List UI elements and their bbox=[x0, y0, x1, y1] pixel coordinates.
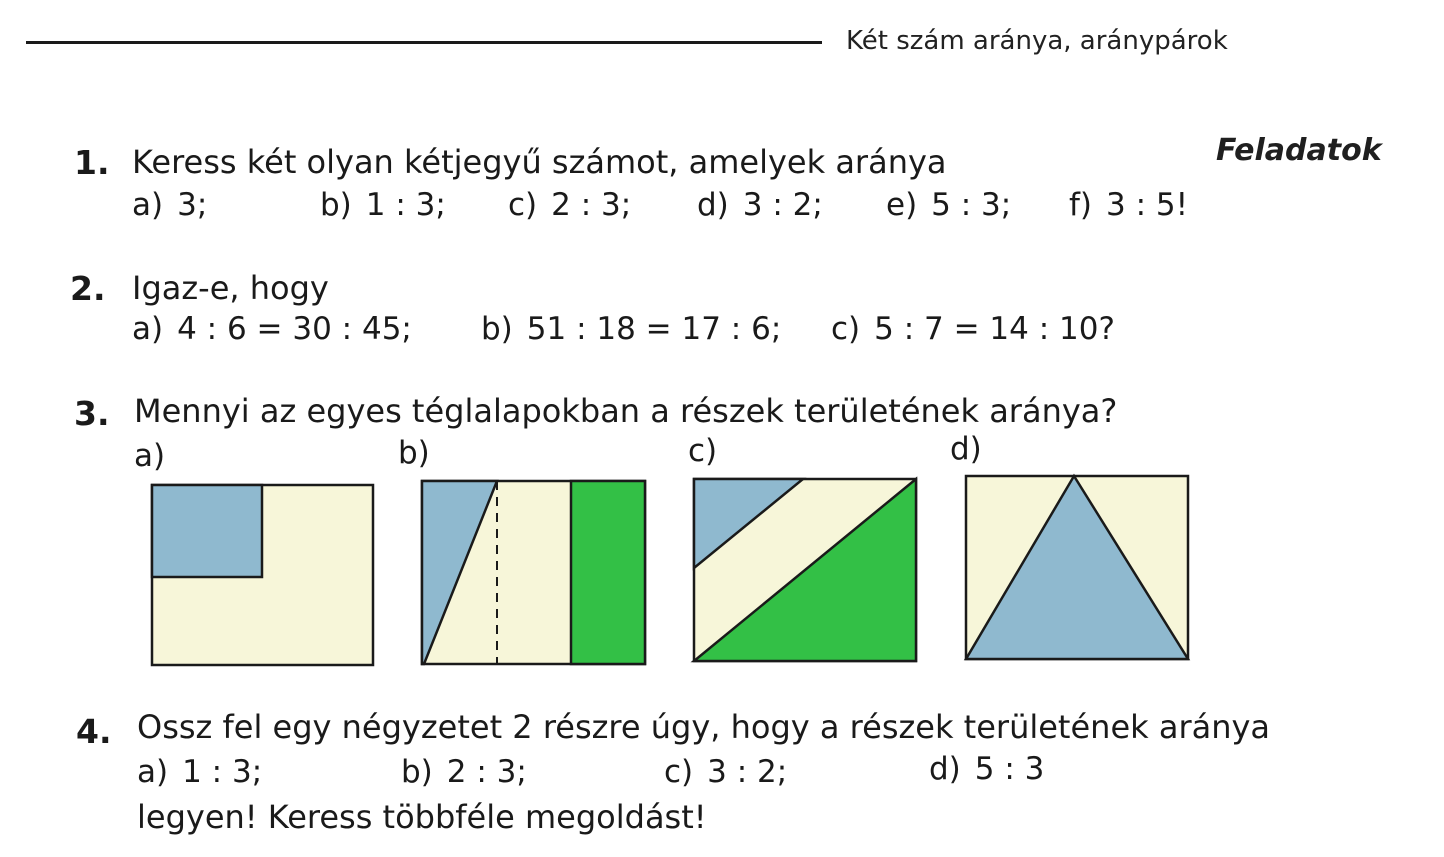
option-label: f) bbox=[1069, 187, 1093, 223]
option-value: 5 : 3; bbox=[931, 187, 1012, 223]
task-2-number: 2. bbox=[70, 269, 106, 308]
task-4-option-b bbox=[401, 754, 527, 790]
task-4-option-d bbox=[929, 751, 1044, 787]
task-1-text: Keress két olyan kétjegyű számot, amelyek aránya bbox=[132, 143, 947, 181]
figure-d-label: d) bbox=[950, 431, 982, 467]
figure-a-blue-part bbox=[152, 485, 262, 577]
task-1-option-e bbox=[886, 187, 1011, 223]
option-label: c) bbox=[831, 311, 861, 347]
option-label: d) bbox=[929, 751, 961, 787]
option-value: 3 : 2; bbox=[742, 187, 823, 223]
option-label: a) bbox=[137, 754, 169, 790]
figure-b-green-part bbox=[571, 481, 645, 664]
option-value: 2 : 3; bbox=[446, 754, 527, 790]
task-4-text: Ossz fel egy négyzetet 2 részre úgy, hogy a részek területének aránya bbox=[137, 708, 1271, 746]
option-label: a) bbox=[132, 187, 164, 223]
option-value: 51 : 18 = 17 : 6; bbox=[526, 311, 782, 347]
option-value: 5 : 3 bbox=[974, 751, 1045, 787]
task-1-option-d bbox=[697, 187, 823, 223]
task-1-option-c bbox=[508, 187, 631, 223]
header-rule bbox=[26, 41, 822, 44]
figure-d bbox=[964, 474, 1190, 662]
figure-a-label: a) bbox=[134, 438, 166, 474]
option-label: e) bbox=[886, 187, 918, 223]
task-2-option-a bbox=[132, 311, 412, 347]
task-4-option-c bbox=[664, 754, 787, 790]
task-1-option-b bbox=[320, 187, 446, 223]
task-4-number: 4. bbox=[76, 712, 112, 751]
figure-c-label: c) bbox=[688, 433, 718, 469]
option-label: b) bbox=[320, 187, 352, 223]
task-4-closing: legyen! Keress többféle megoldást! bbox=[137, 798, 707, 836]
option-value: 4 : 6 = 30 : 45; bbox=[177, 311, 412, 347]
option-label: c) bbox=[664, 754, 694, 790]
task-2-option-b bbox=[481, 311, 781, 347]
option-value: 2 : 3; bbox=[551, 187, 632, 223]
task-2-option-c bbox=[831, 311, 1115, 347]
option-label: a) bbox=[132, 311, 164, 347]
header-title: Két szám aránya, aránypárok bbox=[846, 26, 1228, 56]
figure-a bbox=[150, 483, 376, 668]
figure-c bbox=[692, 477, 918, 664]
figure-b bbox=[420, 479, 647, 667]
task-3-text: Mennyi az egyes téglalapokban a részek területének aránya? bbox=[134, 392, 1118, 430]
task-1-number: 1. bbox=[74, 143, 110, 182]
option-label: b) bbox=[401, 754, 433, 790]
option-label: d) bbox=[697, 187, 729, 223]
figure-b-label: b) bbox=[398, 435, 430, 471]
side-title: Feladatok bbox=[1216, 133, 1382, 168]
task-2-text: Igaz-e, hogy bbox=[132, 269, 329, 307]
option-value: 1 : 3; bbox=[365, 187, 446, 223]
task-4-option-a bbox=[137, 754, 262, 790]
option-value: 1 : 3; bbox=[182, 754, 263, 790]
option-label: c) bbox=[508, 187, 538, 223]
task-3-number: 3. bbox=[74, 394, 110, 433]
option-value: 5 : 7 = 14 : 10? bbox=[874, 311, 1115, 347]
option-value: 3; bbox=[177, 187, 208, 223]
task-1-option-a bbox=[132, 187, 207, 223]
option-value: 3 : 2; bbox=[707, 754, 788, 790]
task-1-option-f bbox=[1069, 187, 1188, 223]
option-label: b) bbox=[481, 311, 513, 347]
option-value: 3 : 5! bbox=[1106, 187, 1189, 223]
